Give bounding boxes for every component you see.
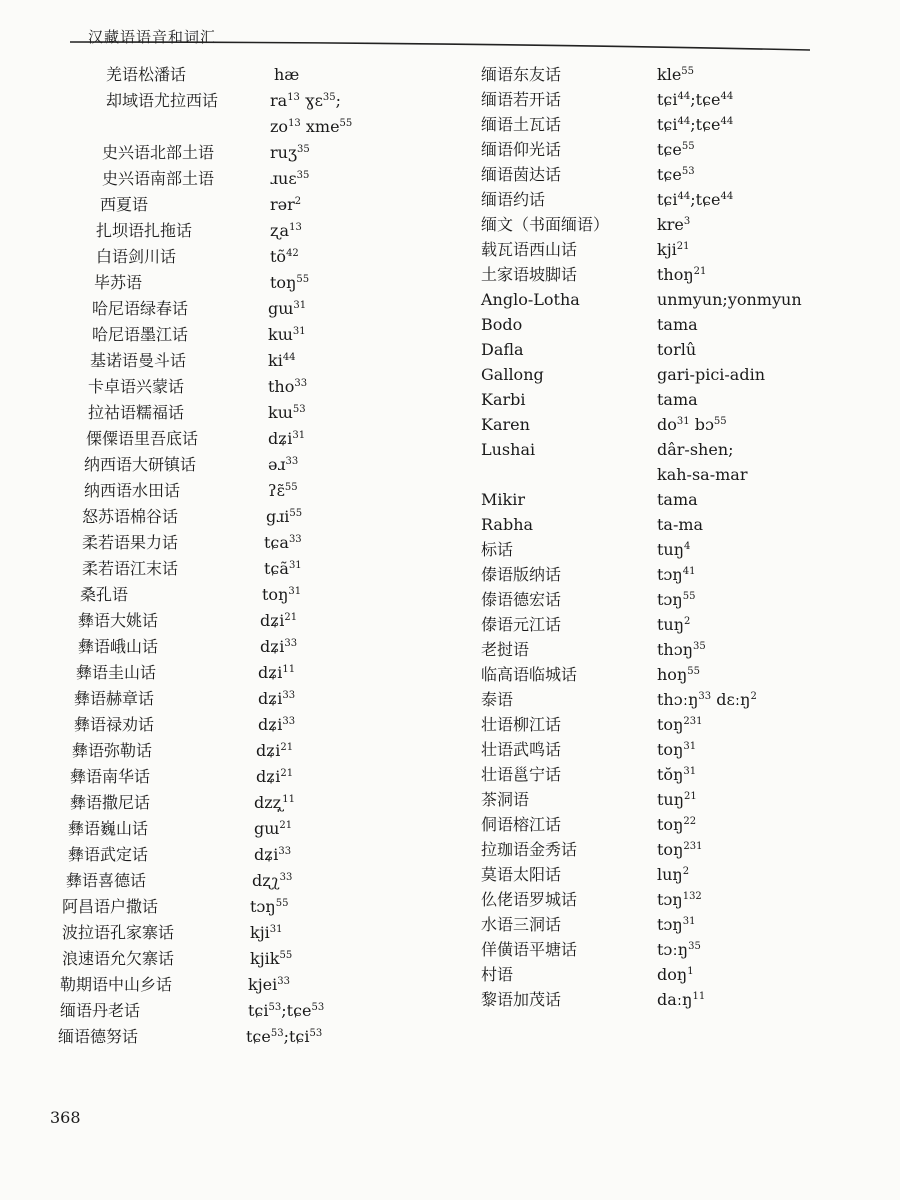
entry-row bbox=[465, 662, 845, 687]
word-form: kjik$^{55}$ bbox=[250, 949, 293, 968]
dialect-name: 莫语太阳话 bbox=[481, 865, 562, 884]
dialect-name: 哈尼语墨江话 bbox=[92, 325, 189, 344]
entry-row bbox=[465, 212, 845, 237]
dialect-name: Rabha bbox=[481, 515, 534, 534]
entry-row bbox=[52, 556, 392, 582]
word-form: gɹi$^{55}$ bbox=[266, 507, 303, 526]
word-form: toŋ$^{31}$ bbox=[657, 740, 697, 759]
dialect-name: Gallong bbox=[481, 365, 544, 384]
page-number: 368 bbox=[50, 1108, 81, 1127]
entry-row bbox=[465, 837, 845, 862]
entry-row bbox=[52, 192, 392, 218]
word-form: tuŋ$^2$ bbox=[657, 615, 691, 634]
dialect-name: 缅语仰光话 bbox=[481, 140, 562, 159]
word-form: kah-sa-mar bbox=[657, 465, 748, 484]
dialect-name: 桑孔语 bbox=[80, 585, 129, 604]
entry-row bbox=[465, 937, 845, 962]
word-form: tama bbox=[657, 490, 698, 509]
dialect-name: 基诺语曼斗话 bbox=[90, 351, 187, 370]
word-form: tŏŋ$^{31}$ bbox=[657, 765, 697, 784]
word-form: gɯ$^{31}$ bbox=[268, 299, 307, 318]
header-rule bbox=[70, 36, 810, 56]
word-form: ruʒ$^{35}$ bbox=[270, 143, 310, 162]
entry-row bbox=[52, 790, 392, 816]
word-form: dʑi$^{33}$ bbox=[258, 715, 296, 734]
entry-row bbox=[465, 637, 845, 662]
dialect-name: 彝语赫章话 bbox=[74, 689, 155, 708]
word-form: tɕi$^{53}$;tɕe$^{53}$ bbox=[248, 1001, 325, 1020]
dialect-name: 勒期语中山乡话 bbox=[60, 975, 173, 994]
entry-row bbox=[465, 462, 845, 487]
dialect-name: 拉祜语糯福话 bbox=[88, 403, 185, 422]
dialect-name: 却域语尤拉西话 bbox=[106, 91, 219, 110]
word-form: dʑi$^{33}$ bbox=[258, 689, 296, 708]
word-form: dʑi$^{31}$ bbox=[268, 429, 306, 448]
dialect-name: 壮语柳江话 bbox=[481, 715, 562, 734]
dialect-name: 缅语约话 bbox=[481, 190, 546, 209]
word-form: tɕi$^{44}$;tɕe$^{44}$ bbox=[657, 190, 734, 209]
dialect-name: 傣语德宏话 bbox=[481, 590, 562, 609]
dialect-name: Karbi bbox=[481, 390, 526, 409]
entry-row bbox=[465, 287, 845, 312]
entry-row bbox=[52, 660, 392, 686]
word-form: toŋ$^{31}$ bbox=[262, 585, 302, 604]
word-form: rər$^2$ bbox=[270, 195, 302, 214]
word-form: əɹ$^{33}$ bbox=[268, 455, 299, 474]
entry-row bbox=[465, 512, 845, 537]
entry-row bbox=[465, 162, 845, 187]
word-form: tɕe$^{53}$;tɕi$^{53}$ bbox=[246, 1027, 323, 1046]
word-form: dzʐ̩$^{11}$ bbox=[254, 793, 295, 812]
dialect-name: 白语剑川话 bbox=[96, 247, 177, 266]
word-form: tɕi$^{44}$;tɕe$^{44}$ bbox=[657, 90, 734, 109]
word-form: kre$^3$ bbox=[657, 215, 691, 234]
word-form: ʐa$^{13}$ bbox=[270, 221, 302, 240]
word-form: tuŋ$^{21}$ bbox=[657, 790, 697, 809]
entry-row bbox=[465, 812, 845, 837]
entry-row bbox=[52, 114, 392, 140]
entry-row bbox=[52, 530, 392, 556]
entry-row bbox=[465, 112, 845, 137]
entry-row bbox=[52, 1024, 392, 1050]
dialect-name: 缅语若开话 bbox=[481, 90, 562, 109]
entry-row bbox=[465, 712, 845, 737]
entry-row bbox=[52, 634, 392, 660]
word-form: tɕa$^{33}$ bbox=[264, 533, 302, 552]
dialect-name: 彝语弥勒话 bbox=[72, 741, 153, 760]
word-form: gari-pici-adin bbox=[657, 365, 765, 384]
word-form: thɔːŋ$^{33}$ dɛːŋ$^2$ bbox=[657, 690, 757, 709]
dialect-name: 彝语撒尼话 bbox=[70, 793, 151, 812]
dialect-name: 怒苏语棉谷话 bbox=[82, 507, 179, 526]
entry-row bbox=[465, 862, 845, 887]
word-form: tɔːŋ$^{35}$ bbox=[657, 940, 701, 959]
word-form: tɔŋ$^{132}$ bbox=[657, 890, 702, 909]
entry-row bbox=[52, 88, 392, 114]
dialect-name: 彝语武定话 bbox=[68, 845, 149, 864]
word-form: thoŋ$^{21}$ bbox=[657, 265, 707, 284]
word-form: hæ bbox=[274, 65, 300, 84]
entry-row bbox=[52, 322, 392, 348]
dialect-name: 卡卓语兴蒙话 bbox=[88, 377, 185, 396]
word-form: tuŋ$^4$ bbox=[657, 540, 691, 559]
entry-row bbox=[465, 337, 845, 362]
dialect-name: 泰语 bbox=[481, 690, 514, 709]
dialect-name: 阿昌语户撒话 bbox=[62, 897, 159, 916]
dialect-name: 载瓦语西山话 bbox=[481, 240, 578, 259]
dialect-name: 黎语加茂话 bbox=[481, 990, 562, 1009]
entry-row bbox=[52, 920, 392, 946]
word-form: kji$^{31}$ bbox=[250, 923, 283, 942]
word-form: tama bbox=[657, 390, 698, 409]
word-form: kle$^{55}$ bbox=[657, 65, 695, 84]
entry-row bbox=[52, 166, 392, 192]
running-head: 汉藏语语音和词汇 bbox=[88, 28, 217, 46]
dialect-name: 波拉语孔家寨话 bbox=[62, 923, 175, 942]
word-form: daːŋ$^{11}$ bbox=[657, 990, 706, 1009]
entry-row bbox=[465, 887, 845, 912]
word-form: ɹuɛ$^{35}$ bbox=[270, 169, 310, 188]
entry-row bbox=[465, 987, 845, 1012]
dialect-name: 彝语南华话 bbox=[70, 767, 151, 786]
dialect-name: 彝语喜德话 bbox=[66, 871, 147, 890]
entry-row bbox=[52, 426, 392, 452]
entry-row bbox=[52, 140, 392, 166]
word-form: toŋ$^{22}$ bbox=[657, 815, 697, 834]
word-form: tho$^{33}$ bbox=[268, 377, 308, 396]
entry-row bbox=[52, 270, 392, 296]
word-form: gɯ$^{21}$ bbox=[254, 819, 293, 838]
word-form: dʑi$^{21}$ bbox=[260, 611, 298, 630]
word-form: dʑi$^{21}$ bbox=[256, 741, 294, 760]
word-form: dʑi$^{11}$ bbox=[258, 663, 296, 682]
entry-row bbox=[465, 737, 845, 762]
word-form: kɯ$^{53}$ bbox=[268, 403, 306, 422]
entry-row bbox=[52, 712, 392, 738]
dialect-name: 老挝语 bbox=[481, 640, 530, 659]
dialect-name: 缅语茵达话 bbox=[481, 165, 562, 184]
right-column bbox=[465, 62, 845, 1012]
entry-row bbox=[52, 738, 392, 764]
word-form: tɔŋ$^{55}$ bbox=[250, 897, 289, 916]
dialect-name: Bodo bbox=[481, 315, 523, 334]
entry-row bbox=[52, 608, 392, 634]
word-form: kji$^{21}$ bbox=[657, 240, 690, 259]
word-form: doŋ$^1$ bbox=[657, 965, 694, 984]
entry-row bbox=[52, 374, 392, 400]
entry-row bbox=[52, 218, 392, 244]
dialect-name: 茶洞语 bbox=[481, 790, 530, 809]
word-form: $tõ^{42}$ bbox=[270, 247, 299, 266]
dialect-name: 傈僳语里吾底话 bbox=[86, 429, 199, 448]
word-form: dʑi$^{33}$ bbox=[260, 637, 298, 656]
dialect-name: 柔若语果力话 bbox=[82, 533, 179, 552]
word-form: torlû bbox=[657, 340, 697, 359]
dialect-name: 仫佬语罗城话 bbox=[481, 890, 578, 909]
entry-row bbox=[52, 894, 392, 920]
dialect-name: 标话 bbox=[481, 540, 514, 559]
word-form: tɔŋ$^{55}$ bbox=[657, 590, 696, 609]
entry-row bbox=[52, 348, 392, 374]
entry-row bbox=[52, 62, 392, 88]
dialect-name: 彝语大姚话 bbox=[78, 611, 159, 630]
entry-row bbox=[52, 686, 392, 712]
word-form: toŋ$^{231}$ bbox=[657, 715, 703, 734]
word-form: kɯ$^{31}$ bbox=[268, 325, 306, 344]
dialect-name: 羌语松潘话 bbox=[106, 65, 187, 84]
dialect-name: 纳西语大研镇话 bbox=[84, 455, 197, 474]
word-form: tɔŋ$^{41}$ bbox=[657, 565, 696, 584]
dialect-name: Anglo-Lotha bbox=[481, 290, 580, 309]
entry-row bbox=[52, 504, 392, 530]
entry-row bbox=[52, 400, 392, 426]
dialect-name: Karen bbox=[481, 415, 530, 434]
word-form: tɕe$^{53}$ bbox=[657, 165, 695, 184]
dialect-name: Mikir bbox=[481, 490, 525, 509]
word-form: toŋ$^{231}$ bbox=[657, 840, 703, 859]
word-form: tama bbox=[657, 315, 698, 334]
word-form: dʑi$^{21}$ bbox=[256, 767, 294, 786]
dialect-name: Lushai bbox=[481, 440, 536, 459]
word-form: $ra^{13}$ ɣɛ$^{35}$; bbox=[270, 91, 342, 110]
entry-row bbox=[52, 998, 392, 1024]
dialect-name: 西夏语 bbox=[100, 195, 149, 214]
dialect-name: 彝语禄劝话 bbox=[74, 715, 155, 734]
dialect-name: 史兴语北部土语 bbox=[102, 143, 215, 162]
dialect-name: 缅语土瓦话 bbox=[481, 115, 562, 134]
word-form: toŋ$^{55}$ bbox=[270, 273, 310, 292]
entry-row bbox=[52, 816, 392, 842]
word-form: ʔɛ̃$^{55}$ bbox=[268, 481, 298, 500]
word-form: thɔŋ$^{35}$ bbox=[657, 640, 706, 659]
word-form: tɕe$^{55}$ bbox=[657, 140, 695, 159]
entry-row bbox=[465, 87, 845, 112]
entry-row bbox=[465, 412, 845, 437]
left-column bbox=[52, 62, 392, 1050]
dialect-name: 傣语元江话 bbox=[481, 615, 562, 634]
word-form: $zo^{13}$ xme$^{55}$ bbox=[270, 117, 353, 136]
word-form: luŋ$^2$ bbox=[657, 865, 690, 884]
entry-row bbox=[465, 187, 845, 212]
dialect-name: 村语 bbox=[481, 965, 514, 984]
entry-row bbox=[465, 362, 845, 387]
entry-row bbox=[52, 478, 392, 504]
dialect-name: 扎坝语扎拖话 bbox=[96, 221, 193, 240]
entry-row bbox=[465, 262, 845, 287]
word-form: ta-ma bbox=[657, 515, 704, 534]
entry-row bbox=[52, 764, 392, 790]
word-form: tɕã$^{31}$ bbox=[264, 559, 302, 578]
dialect-name: Dafla bbox=[481, 340, 524, 359]
entry-row bbox=[52, 582, 392, 608]
word-form: dʐʅ$^{33}$ bbox=[252, 871, 293, 890]
dialect-name: 缅语德努话 bbox=[58, 1027, 139, 1046]
dialect-name: 彝语巍山话 bbox=[68, 819, 149, 838]
word-form: $ki^{44}$ bbox=[268, 351, 296, 370]
entry-row bbox=[52, 946, 392, 972]
dialect-name: 水语三洞话 bbox=[481, 915, 562, 934]
dialect-name: 壮语武鸣话 bbox=[481, 740, 562, 759]
dialect-name: 临高语临城话 bbox=[481, 665, 578, 684]
entry-row bbox=[465, 612, 845, 637]
entry-row bbox=[465, 787, 845, 812]
dialect-name: 缅语东友话 bbox=[481, 65, 562, 84]
dialect-name: 佯僙语平塘话 bbox=[481, 940, 578, 959]
dialect-name: 哈尼语绿春话 bbox=[92, 299, 189, 318]
entry-row bbox=[52, 842, 392, 868]
dialect-name: 史兴语南部土语 bbox=[102, 169, 215, 188]
entry-row bbox=[52, 868, 392, 894]
word-form: tɕi$^{44}$;tɕe$^{44}$ bbox=[657, 115, 734, 134]
dialect-name: 拉珈语金秀话 bbox=[481, 840, 578, 859]
entry-row bbox=[465, 137, 845, 162]
dialect-name: 壮语邕宁话 bbox=[481, 765, 562, 784]
dialect-name: 浪速语允欠寨话 bbox=[62, 949, 175, 968]
word-form: dâr-shen; bbox=[657, 440, 734, 459]
entry-row bbox=[465, 587, 845, 612]
dialect-name: 毕苏语 bbox=[94, 273, 143, 292]
dialect-name: 纳西语水田话 bbox=[84, 481, 181, 500]
word-form: $do^{31}$ bɔ$^{55}$ bbox=[657, 415, 727, 434]
entry-row bbox=[52, 296, 392, 322]
entry-row bbox=[52, 972, 392, 998]
dialect-name: 傣语版纳话 bbox=[481, 565, 562, 584]
entry-row bbox=[465, 237, 845, 262]
entry-row bbox=[465, 912, 845, 937]
word-form: hoŋ$^{55}$ bbox=[657, 665, 700, 684]
dialect-name: 侗语榕江话 bbox=[481, 815, 562, 834]
dialect-name: 缅语丹老话 bbox=[60, 1001, 141, 1020]
entry-row bbox=[465, 762, 845, 787]
dialect-name: 彝语峨山话 bbox=[78, 637, 159, 656]
entry-row bbox=[465, 387, 845, 412]
dialect-name: 彝语圭山话 bbox=[76, 663, 157, 682]
entry-row bbox=[465, 687, 845, 712]
entry-row bbox=[465, 537, 845, 562]
word-form: dʑi$^{33}$ bbox=[254, 845, 292, 864]
entry-row bbox=[465, 312, 845, 337]
entry-row bbox=[465, 62, 845, 87]
entry-row bbox=[465, 487, 845, 512]
entry-row bbox=[52, 244, 392, 270]
entry-row bbox=[465, 437, 845, 462]
word-form: tɔŋ$^{31}$ bbox=[657, 915, 696, 934]
dialect-name: 土家语坡脚话 bbox=[481, 265, 578, 284]
entry-row bbox=[465, 962, 845, 987]
entry-row bbox=[52, 452, 392, 478]
dialect-name: 柔若语江末话 bbox=[82, 559, 179, 578]
dialect-name: 缅文（书面缅语） bbox=[481, 215, 610, 234]
word-form: unmyun;yonmyun bbox=[657, 290, 802, 309]
word-form: kjei$^{33}$ bbox=[248, 975, 290, 994]
entry-row bbox=[465, 562, 845, 587]
